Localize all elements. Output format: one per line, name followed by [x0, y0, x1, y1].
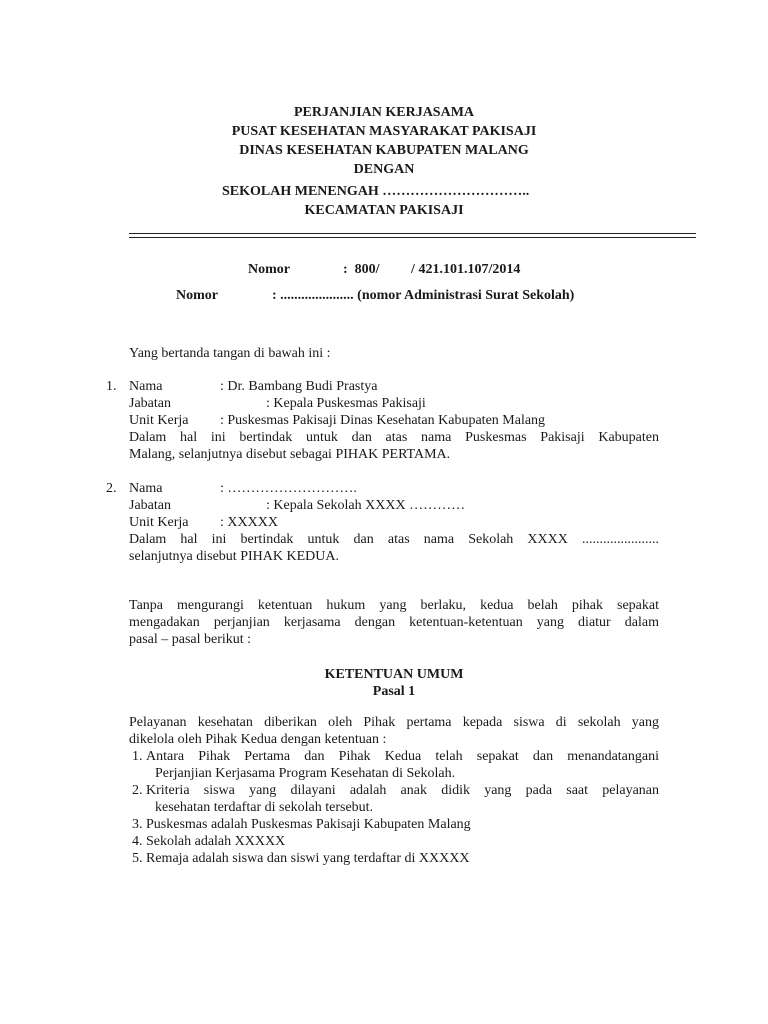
party2-desc-line-2: selanjutnya disebut PIHAK KEDUA. — [129, 549, 339, 564]
party1-unit-label: Unit Kerja — [129, 413, 189, 428]
nomor-label-2: Nomor — [176, 288, 218, 303]
list-item-line-2: Perjanjian Kerjasama Program Kesehatan di Sekolah. — [155, 766, 456, 781]
party1-jabatan-value: : Kepala Puskesmas Pakisaji — [266, 396, 426, 411]
party2-desc-line-1: Dalam hal ini bertindak untuk dan atas nama Sekolah XXXX ...................... — [129, 532, 659, 547]
party1-nama-label: Nama — [129, 379, 163, 394]
pasal1-intro-line-2: dikelola oleh Pihak Kedua dengan ketentuan : — [129, 732, 387, 747]
list-item-number: 5. — [132, 851, 143, 866]
party1-unit-value: : Puskesmas Pakisaji Dinas Kesehatan Kabupaten Malang — [220, 413, 546, 428]
list-item-number: 3. — [132, 817, 143, 832]
list-item-line-1: Puskesmas adalah Puskesmas Pakisaji Kabupaten Malang — [146, 817, 471, 832]
list-item-line-1: Sekolah adalah XXXXX — [146, 834, 286, 849]
nomor-value-2: : ..................... (nomor Administrasi Surat Sekolah) — [272, 288, 575, 303]
list-item-number: 2. — [132, 783, 143, 798]
party1-number: 1. — [106, 379, 117, 394]
title-line-4: DENGAN — [353, 162, 415, 177]
list-item-line-1: Antara Pihak Pertama dan Pihak Kedua telah sepakat dan menandatangani — [146, 749, 659, 764]
party1-desc-line-1: Dalam hal ini bertindak untuk dan atas nama Puskesmas Pakisaji Kabupaten — [129, 430, 659, 445]
tanpa-line-2: mengadakan perjanjian kerjasama dengan ketentuan-ketentuan yang diatur dalam — [129, 615, 659, 630]
list-item-line-1: Kriteria siswa yang dilayani adalah anak didik yang pada saat pelayanan — [146, 783, 659, 798]
intro-text: Yang bertanda tangan di bawah ini : — [129, 346, 331, 361]
header-rule-bottom — [129, 237, 696, 238]
party2-jabatan-value: : Kepala Sekolah XXXX ………… — [266, 498, 466, 513]
list-item-line-2: kesehatan terdaftar di sekolah tersebut. — [155, 800, 374, 815]
list-item-number: 1. — [132, 749, 143, 764]
title-line-5: SEKOLAH MENENGAH ………………………….. — [222, 184, 530, 199]
title-line-2: PUSAT KESEHATAN MASYARAKAT PAKISAJI — [231, 124, 537, 139]
title-line-6: KECAMATAN PAKISAJI — [304, 203, 464, 218]
tanpa-line-3: pasal – pasal berikut : — [129, 632, 252, 647]
section-title: KETENTUAN UMUM — [324, 667, 464, 682]
tanpa-line-1: Tanpa mengurangi ketentuan hukum yang berlaku, kedua belah pihak sepakat — [129, 598, 659, 613]
party1-jabatan-label: Jabatan — [129, 396, 171, 411]
nomor-value-1: : 800/ / 421.101.107/2014 — [343, 262, 521, 277]
party2-nama-label: Nama — [129, 481, 163, 496]
party2-unit-label: Unit Kerja — [129, 515, 189, 530]
header-rule-top — [129, 233, 696, 234]
title-line-1: PERJANJIAN KERJASAMA — [293, 105, 475, 120]
party2-unit-value: : XXXXX — [220, 515, 278, 530]
party2-nama-value: : ………………………. — [220, 481, 357, 496]
party2-number: 2. — [106, 481, 117, 496]
party1-nama-value: : Dr. Bambang Budi Prastya — [220, 379, 378, 394]
nomor-label-1: Nomor — [248, 262, 290, 277]
title-line-3: DINAS KESEHATAN KABUPATEN MALANG — [239, 143, 529, 158]
pasal1-intro-line-1: Pelayanan kesehatan diberikan oleh Pihak pertama kepada siswa di sekolah yang — [129, 715, 659, 730]
pasal-title: Pasal 1 — [372, 684, 416, 699]
list-item-line-1: Remaja adalah siswa dan siswi yang terdaftar di XXXXX — [146, 851, 470, 866]
list-item-number: 4. — [132, 834, 143, 849]
party1-desc-line-2: Malang, selanjutnya disebut sebagai PIHAK PERTAMA. — [129, 447, 451, 462]
party2-jabatan-label: Jabatan — [129, 498, 171, 513]
